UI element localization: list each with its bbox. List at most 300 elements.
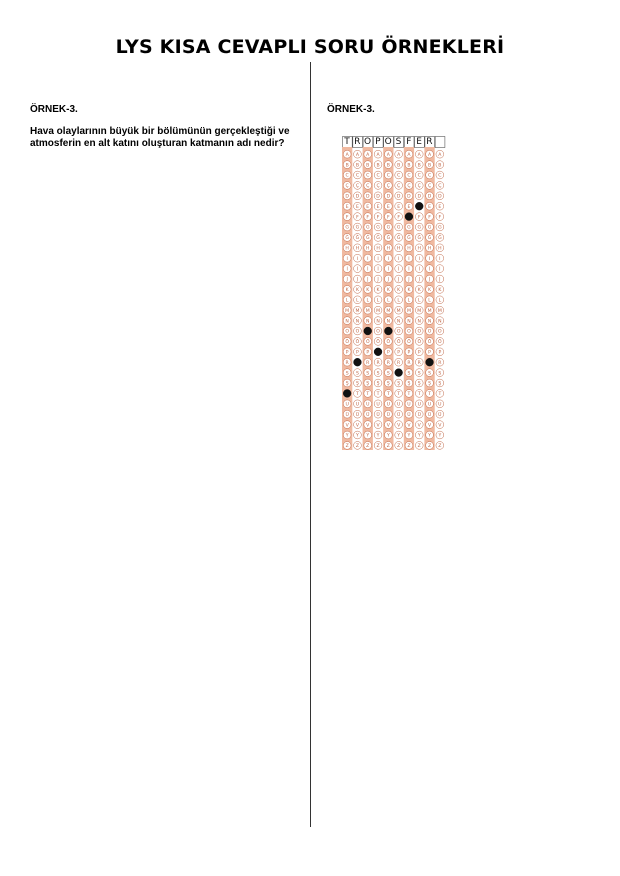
bubble-letter: K <box>397 288 401 294</box>
bubble-letter: F <box>387 215 390 221</box>
bubble-letter: F <box>417 215 421 221</box>
bubble-letter: D <box>365 194 370 200</box>
bubble-letter: Y <box>438 433 442 439</box>
bubble-letter: H <box>355 246 360 252</box>
bubble-letter: M <box>417 308 422 314</box>
bubble-letter: K <box>407 288 411 294</box>
bubble-letter: Ğ <box>438 236 442 242</box>
bubble-letter: Ğ <box>355 236 360 242</box>
bubble-letter: H <box>376 246 380 252</box>
bubble-letter: D <box>438 194 442 200</box>
bubble-letter: Ş <box>397 381 401 387</box>
bubble-letter: U <box>386 402 391 408</box>
bubble-letter: G <box>355 225 360 231</box>
filled-bubble <box>354 358 362 366</box>
bubble-letter: Y <box>376 433 380 439</box>
bubble-letter: J <box>418 277 420 283</box>
bubble-letter: L <box>417 298 421 304</box>
bubble-letter: T <box>417 392 421 398</box>
bubble-letter: F <box>438 215 442 221</box>
bubble-letter: T <box>386 392 390 398</box>
bubble-letter: Ü <box>427 412 432 418</box>
bubble-letter: O <box>396 329 401 335</box>
bubble-letter: B <box>366 163 370 169</box>
bubble-letter: İ <box>387 267 390 273</box>
bubble-letter: İ <box>356 267 359 273</box>
left-example-heading: ÖRNEK-3. <box>30 104 78 115</box>
bubble-letter: O <box>376 329 380 335</box>
bubble-letter: U <box>438 402 442 408</box>
bubble-letter: Ü <box>407 412 411 418</box>
bubble-letter: I <box>387 256 390 262</box>
bubble-letter: Y <box>417 433 421 439</box>
bubble-letter: F <box>366 215 370 221</box>
bubble-letter: I <box>377 256 379 262</box>
bubble-letter: A <box>427 152 432 158</box>
bubble-letter: P <box>356 350 359 356</box>
bubble-letter: H <box>417 246 421 252</box>
answer-letter: R <box>426 137 433 147</box>
bubble-letter: D <box>355 194 360 200</box>
bubble-letter: Ü <box>386 412 391 418</box>
bubble-letter: Z <box>386 444 390 450</box>
bubble-letter: Ü <box>345 412 349 418</box>
bubble-letter: Z <box>407 444 411 450</box>
bubble-letter: B <box>417 163 421 169</box>
bubble-letter: O <box>427 329 432 335</box>
bubble-letter: C <box>355 173 360 179</box>
bubble-letter: U <box>407 402 411 408</box>
bubble-letter: C <box>417 173 421 179</box>
filled-bubble <box>395 369 403 377</box>
bubble-letter: S <box>407 371 411 377</box>
bubble-letter: Ş <box>345 381 349 387</box>
bubble-letter: S <box>345 371 349 377</box>
bubble-letter: Ş <box>438 381 442 387</box>
bubble-letter: P <box>417 350 421 356</box>
bubble-letter: O <box>355 329 360 335</box>
bubble-letter: P <box>366 350 370 356</box>
answer-letter: S <box>395 137 402 147</box>
bubble-letter: J <box>428 277 431 283</box>
bubble-letter: P <box>438 350 442 356</box>
bubble-letter: R <box>376 360 380 366</box>
answer-letter: F <box>406 137 412 147</box>
bubble-letter: Z <box>355 444 360 450</box>
bubble-letter: R <box>417 360 421 366</box>
bubble-letter: D <box>376 194 380 200</box>
bubble-letter: V <box>438 423 442 429</box>
bubble-letter: F <box>428 215 431 221</box>
bubble-letter: C <box>397 173 401 179</box>
bubble-letter: M <box>427 308 432 314</box>
bubble-letter: I <box>346 256 348 262</box>
bubble-letter: Z <box>366 444 370 450</box>
bubble-letter: M <box>345 308 350 314</box>
bubble-letter: D <box>417 194 422 200</box>
bubble-letter: Z <box>376 444 380 450</box>
bubble-letter: G <box>427 225 432 231</box>
bubble-letter: Ç <box>345 184 349 190</box>
answer-letter: O <box>364 137 372 147</box>
bubble-letter: Ö <box>386 340 391 346</box>
bubble-letter: Ç <box>376 184 380 190</box>
bubble-letter: B <box>407 163 411 169</box>
bubble-letter: İ <box>397 267 400 273</box>
bubble-letter: Ö <box>355 340 360 346</box>
bubble-letter: A <box>376 152 380 158</box>
bubble-grid <box>342 136 446 450</box>
bubble-letter: E <box>366 204 370 210</box>
bubble-letter: V <box>386 423 390 429</box>
bubble-letter: A <box>386 152 390 158</box>
bubble-letter: J <box>356 277 359 283</box>
bubble-letter: V <box>376 423 380 429</box>
bubble-letter: U <box>417 402 421 408</box>
bubble-letter: N <box>407 319 411 325</box>
filled-bubble <box>415 202 423 210</box>
bubble-letter: C <box>427 173 432 179</box>
bubble-letter: E <box>376 204 380 210</box>
bubble-letter: T <box>397 392 401 398</box>
bubble-letter: A <box>366 152 370 158</box>
bubble-letter: J <box>408 277 410 283</box>
bubble-letter: S <box>428 371 432 377</box>
bubble-letter: C <box>376 173 380 179</box>
bubble-letter: H <box>427 246 432 252</box>
bubble-letter: J <box>387 277 390 283</box>
filled-bubble <box>343 390 351 398</box>
bubble-letter: Y <box>345 433 349 439</box>
bubble-letter: U <box>345 402 349 408</box>
bubble-letter: Ü <box>396 412 401 418</box>
bubble-letter: S <box>355 371 359 377</box>
bubble-letter: İ <box>439 267 441 273</box>
bubble-letter: N <box>396 319 401 325</box>
bubble-letter: N <box>386 319 391 325</box>
bubble-letter: Ş <box>355 381 359 387</box>
bubble-letter: Ö <box>345 340 349 346</box>
bubble-letter: İ <box>408 267 410 273</box>
bubble-letter: Ş <box>366 381 370 387</box>
bubble-letter: Ö <box>396 340 401 346</box>
bubble-letter: C <box>407 173 411 179</box>
bubble-letter: M <box>355 308 360 314</box>
bubble-letter: T <box>356 392 359 398</box>
bubble-letter: G <box>417 225 422 231</box>
bubble-letter: P <box>407 350 411 356</box>
bubble-letter: Ç <box>427 184 432 190</box>
bubble-letter: Ü <box>366 412 370 418</box>
bubble-letter: Ü <box>417 412 421 418</box>
bubble-letter: C <box>366 173 370 179</box>
bubble-letter: G <box>365 225 370 231</box>
bubble-letter: K <box>366 288 370 294</box>
bubble-letter: T <box>366 392 370 398</box>
bubble-letter: Ğ <box>376 236 380 242</box>
bubble-letter: U <box>366 402 370 408</box>
bubble-letter: A <box>345 152 349 158</box>
bubble-letter: L <box>356 298 359 304</box>
bubble-letter: Ç <box>355 184 360 190</box>
bubble-letter: D <box>386 194 391 200</box>
bubble-letter: Ğ <box>365 236 370 242</box>
bubble-letter: T <box>428 392 431 398</box>
bubble-letter: R <box>366 360 370 366</box>
bubble-letter: F <box>356 215 359 221</box>
bubble-letter: Ç <box>407 184 411 190</box>
bubble-letter: Y <box>397 433 401 439</box>
bubble-letter: N <box>438 319 442 325</box>
bubble-letter: T <box>407 392 411 398</box>
right-example-heading: ÖRNEK-3. <box>327 104 375 115</box>
bubble-letter: B <box>376 163 380 169</box>
bubble-letter: O <box>438 329 442 335</box>
bubble-letter: R <box>397 360 401 366</box>
bubble-letter: F <box>345 215 349 221</box>
answer-letter: E <box>416 137 422 147</box>
bubble-letter: Ş <box>386 381 390 387</box>
bubble-letter: H <box>438 246 442 252</box>
bubble-letter: G <box>345 225 349 231</box>
optical-answer-form <box>342 136 446 450</box>
bubble-letter: Ö <box>438 340 442 346</box>
bubble-letter: I <box>439 256 441 262</box>
bubble-letter: Ğ <box>345 236 349 242</box>
bubble-letter: I <box>408 256 410 262</box>
bubble-letter: A <box>355 152 360 158</box>
bubble-letter: Ö <box>417 340 422 346</box>
bubble-letter: S <box>438 371 442 377</box>
filled-bubble <box>384 327 392 335</box>
bubble-letter: A <box>397 152 401 158</box>
bubble-letter: Z <box>438 444 442 450</box>
bubble-letter: Ö <box>376 340 380 346</box>
bubble-letter: Ş <box>376 381 380 387</box>
bubble-letter: M <box>396 308 401 314</box>
bubble-letter: Ş <box>407 381 411 387</box>
answer-letter: T <box>344 137 350 147</box>
bubble-letter: N <box>366 319 370 325</box>
bubble-letter: P <box>386 350 390 356</box>
filled-bubble <box>426 358 434 366</box>
bubble-letter: J <box>346 277 348 283</box>
bubble-letter: V <box>417 423 421 429</box>
bubble-letter: V <box>407 423 411 429</box>
bubble-letter: R <box>386 360 390 366</box>
bubble-letter: E <box>386 204 390 210</box>
bubble-letter: P <box>428 350 431 356</box>
bubble-letter: İ <box>428 267 431 273</box>
answer-letter: O <box>384 137 392 147</box>
bubble-letter: D <box>427 194 432 200</box>
bubble-letter: K <box>345 288 349 294</box>
bubble-letter: Y <box>386 433 390 439</box>
bubble-letter: Z <box>397 444 401 450</box>
bubble-letter: C <box>438 173 442 179</box>
bubble-letter: N <box>417 319 421 325</box>
bubble-letter: L <box>387 298 390 304</box>
bubble-letter: P <box>397 350 401 356</box>
bubble-letter: İ <box>346 267 348 273</box>
answer-letter: P <box>375 137 381 147</box>
bubble-letter: H <box>386 246 391 252</box>
bubble-letter: L <box>428 298 431 304</box>
bubble-letter: Y <box>356 433 359 439</box>
bubble-letter: K <box>428 288 432 294</box>
bubble-letter: Ü <box>438 412 442 418</box>
bubble-letter: G <box>407 225 411 231</box>
bubble-letter: Ç <box>397 184 401 190</box>
bubble-letter: H <box>366 246 370 252</box>
bubble-letter: Z <box>345 444 349 450</box>
bubble-letter: L <box>407 298 411 304</box>
bubble-letter: U <box>396 402 401 408</box>
bubble-letter: U <box>376 402 380 408</box>
page-title: LYS KISA CEVAPLI SORU ÖRNEKLERİ <box>115 36 505 58</box>
bubble-letter: Y <box>366 433 370 439</box>
bubble-letter: Ö <box>407 340 411 346</box>
bubble-letter: U <box>427 402 432 408</box>
bubble-letter: B <box>397 163 401 169</box>
bubble-letter: Z <box>417 444 421 450</box>
bubble-letter: M <box>406 308 411 314</box>
bubble-letter: K <box>386 288 390 294</box>
filled-bubble <box>364 327 372 335</box>
bubble-letter: J <box>397 277 400 283</box>
bubble-letter: I <box>356 256 359 262</box>
bubble-letter: R <box>438 360 442 366</box>
bubble-letter: R <box>345 360 349 366</box>
bubble-letter: Ş <box>417 381 421 387</box>
bubble-letter: F <box>376 215 380 221</box>
bubble-letter: T <box>438 392 442 398</box>
bubble-letter: S <box>366 371 370 377</box>
bubble-letter: S <box>417 371 421 377</box>
bubble-letter: İ <box>367 267 369 273</box>
bubble-letter: G <box>438 225 442 231</box>
bubble-letter: B <box>427 163 432 169</box>
bubble-letter: İ <box>377 267 379 273</box>
bubble-letter: Ç <box>366 184 370 190</box>
bubble-letter: Ğ <box>396 236 401 242</box>
bubble-letter: J <box>377 277 379 283</box>
bubble-letter: M <box>437 308 442 314</box>
bubble-letter: D <box>396 194 401 200</box>
bubble-letter: A <box>407 152 411 158</box>
answer-letter <box>435 136 445 148</box>
bubble-letter: L <box>345 298 349 304</box>
bubble-letter: D <box>407 194 411 200</box>
bubble-letter: Ö <box>365 340 370 346</box>
bubble-letter: V <box>366 423 370 429</box>
bubble-letter: M <box>365 308 370 314</box>
bubble-letter: E <box>397 204 401 210</box>
bubble-letter: I <box>418 256 420 262</box>
question-text: Hava olaylarının büyük bir bölümünün gerçekleştiği ve atmosferin en alt katını oluşturan katmanın adı nedir? <box>30 126 290 149</box>
bubble-letter: L <box>438 298 442 304</box>
bubble-letter: P <box>345 350 349 356</box>
bubble-letter: M <box>386 308 391 314</box>
bubble-letter: Ç <box>438 184 442 190</box>
bubble-letter: I <box>397 256 400 262</box>
bubble-letter: Ç <box>386 184 390 190</box>
bubble-letter: Z <box>427 444 432 450</box>
bubble-letter: S <box>386 371 390 377</box>
bubble-letter: G <box>376 225 380 231</box>
answer-letter: R <box>354 137 361 147</box>
bubble-letter: O <box>407 329 411 335</box>
bubble-letter: I <box>367 256 369 262</box>
bubble-letter: E <box>428 204 432 210</box>
bubble-letter: L <box>397 298 400 304</box>
bubble-letter: K <box>417 288 421 294</box>
bubble-letter: M <box>376 308 381 314</box>
bubble-letter: C <box>386 173 390 179</box>
filled-bubble <box>374 348 382 356</box>
bubble-letter: B <box>438 163 442 169</box>
bubble-letter: B <box>345 163 349 169</box>
bubble-letter: E <box>345 204 349 210</box>
bubble-letter: E <box>355 204 359 210</box>
bubble-letter: G <box>396 225 401 231</box>
bubble-letter: V <box>355 423 360 429</box>
bubble-letter: N <box>345 319 349 325</box>
bubble-letter: B <box>355 163 360 169</box>
bubble-letter: E <box>438 204 442 210</box>
bubble-letter: C <box>345 173 349 179</box>
bubble-letter: S <box>376 371 380 377</box>
bubble-letter: İ <box>418 267 420 273</box>
bubble-letter: I <box>428 256 431 262</box>
bubble-letter: E <box>407 204 411 210</box>
column-divider <box>310 62 311 827</box>
bubble-letter: K <box>355 288 359 294</box>
bubble-letter: U <box>355 402 360 408</box>
bubble-letter: F <box>397 215 400 221</box>
bubble-letter: A <box>438 152 442 158</box>
bubble-letter: Ö <box>427 340 432 346</box>
bubble-letter: Ü <box>376 412 380 418</box>
bubble-letter: N <box>427 319 432 325</box>
bubble-letter: Ğ <box>427 236 432 242</box>
bubble-letter: V <box>345 423 349 429</box>
bubble-letter: K <box>376 288 380 294</box>
bubble-letter: Ş <box>428 381 432 387</box>
bubble-letter: K <box>438 288 442 294</box>
bubble-letter: H <box>396 246 401 252</box>
bubble-letter: Ğ <box>417 236 422 242</box>
bubble-letter: Y <box>428 433 431 439</box>
bubble-letter: Y <box>407 433 411 439</box>
bubble-letter: V <box>397 423 401 429</box>
bubble-letter: L <box>376 298 380 304</box>
bubble-letter: Ç <box>417 184 421 190</box>
bubble-letter: O <box>417 329 422 335</box>
bubble-letter: N <box>376 319 380 325</box>
bubble-letter: L <box>366 298 370 304</box>
bubble-letter: O <box>345 329 349 335</box>
bubble-letter: D <box>345 194 349 200</box>
bubble-letter: J <box>367 277 369 283</box>
bubble-letter: Ğ <box>407 236 411 242</box>
bubble-letter: A <box>417 152 421 158</box>
bubble-letter: G <box>386 225 391 231</box>
bubble-letter: R <box>407 360 411 366</box>
bubble-letter: B <box>386 163 390 169</box>
bubble-letter: N <box>355 319 360 325</box>
bubble-letter: J <box>439 277 441 283</box>
